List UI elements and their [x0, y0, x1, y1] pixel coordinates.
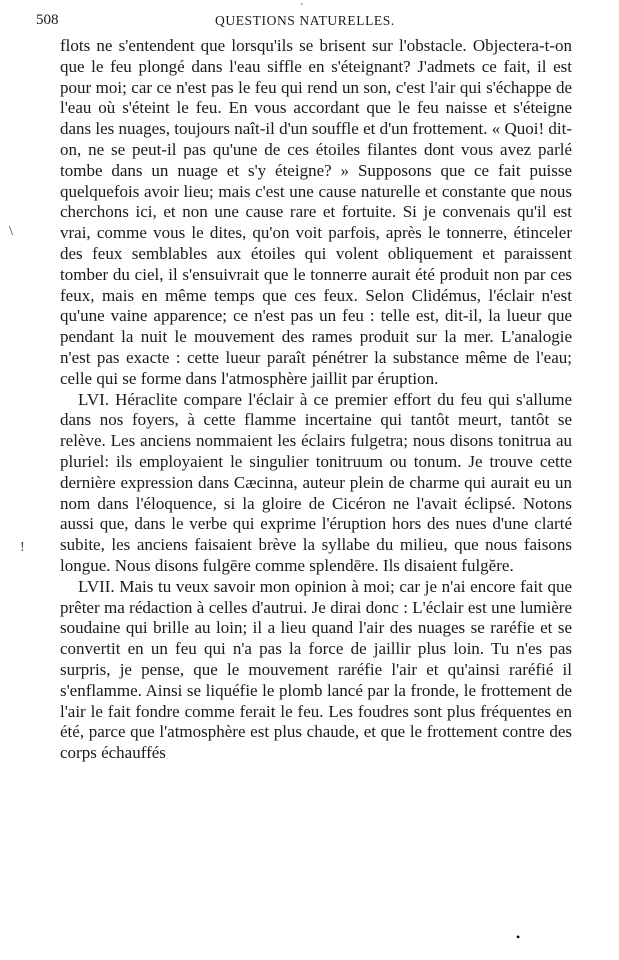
margin-mark-bottom: !	[20, 540, 25, 555]
running-header	[36, 2, 572, 36]
running-title: QUESTIONS NATURELLES.	[215, 13, 395, 28]
paragraph-lvii: LVII. Mais tu veux savoir mon opinion à moi; car je n'ai encore fait que prêter ma rédaction à celles d'autrui. Je dirai donc : L'éclair est une lumière soudaine qui brille au loin; il a lieu quand l'air des nuages se raréfie et se convertit en un feu qui n'a pas la force de jaillir plus loin. Tu n'es pas surpris, je pense, que le mouvement raréfie l'air et qu'ainsi raréfié il s'enflamme. Ainsi se liquéfie le plomb lancé par la fronde, le frottement de l'air le fait fondre comme ferait le feu. Les foudres sont plus fréquentes en été, parce que l'atmosphère est plus chaude, et que le frottement contre des corps échauffés	[60, 576, 572, 763]
book-page	[36, 2, 572, 764]
paragraph-continuation: flots ne s'entendent que lorsqu'ils se brisent sur l'obstacle. Objectera-t-on que le feu plongé dans l'eau siffle en s'éteignant? J'admets ce fait, il est pour moi; car ce n'est pas le feu qui rend un son, c'est l'air qui s'échappe de l'eau où s'éteint le feu. En vous accordant que le feu naisse et s'éteigne dans les nuages, toujours naît-il d'un souffle et d'un frottement. « Quoi! dit-on, ne se peut-il pas qu'une de ces étoiles filantes dont vous avez parlé tombe dans un nuage et s'y éteigne? » Supposons que ce fait puisse quelquefois avoir lieu; mais c'est une cause naturelle et constante que nous cherchons ici, et non une cause rare et fortuite. Si je convenais qu'il est vrai, comme vous le dites, qu'on voit parfois, après le tonnerre, étinceler des feux semblables aux étoiles qui volent obliquement et paraissent tomber du ciel, il s'ensuivrait que le tonnerre aurait été produit non par ces feux, mais en même temps que ces feux. Selon Clidémus, l'éclair n'est qu'une vaine apparence; ce n'est pas un feu : telle est, dit-il, la lueur que pendant la nuit le mouvement des rames produit sur la mer. L'analogie n'est pas exacte : cette lueur paraît pénétrer la substance même de l'eau; celle qui se forme dans l'atmosphère jaillit par éruption.	[60, 36, 572, 388]
page-number: 508	[36, 12, 59, 28]
footer-mark: •	[516, 930, 521, 944]
margin-mark-top: \	[9, 224, 13, 239]
body-text	[60, 36, 572, 764]
header-mark: `	[300, 2, 304, 14]
paragraph-lvi: LVI. Héraclite compare l'éclair à ce premier effort du feu qui s'allume dans nos foyers, à cette flamme incertaine qui tantôt meurt, tantôt se relève. Les anciens nommaient les éclairs fulgetra; nous disons tonitrua au pluriel: ils employaient le singulier tonitruum ou tonum. Je trouve cette dernière expression dans Cæcinna, auteur plein de charme qui aurait eu un nom dans l'éloquence, si la gloire de Cicéron ne l'avait éclipsé. Notons aussi que, dans le verbe qui exprime l'éruption hors des nues d'une clarté subite, les anciens faisaient brève la syllabe du milieu, que nous faisons longue. Nous disons fulgēre comme splendēre. Ils disaient fulgĕre.	[60, 389, 572, 575]
